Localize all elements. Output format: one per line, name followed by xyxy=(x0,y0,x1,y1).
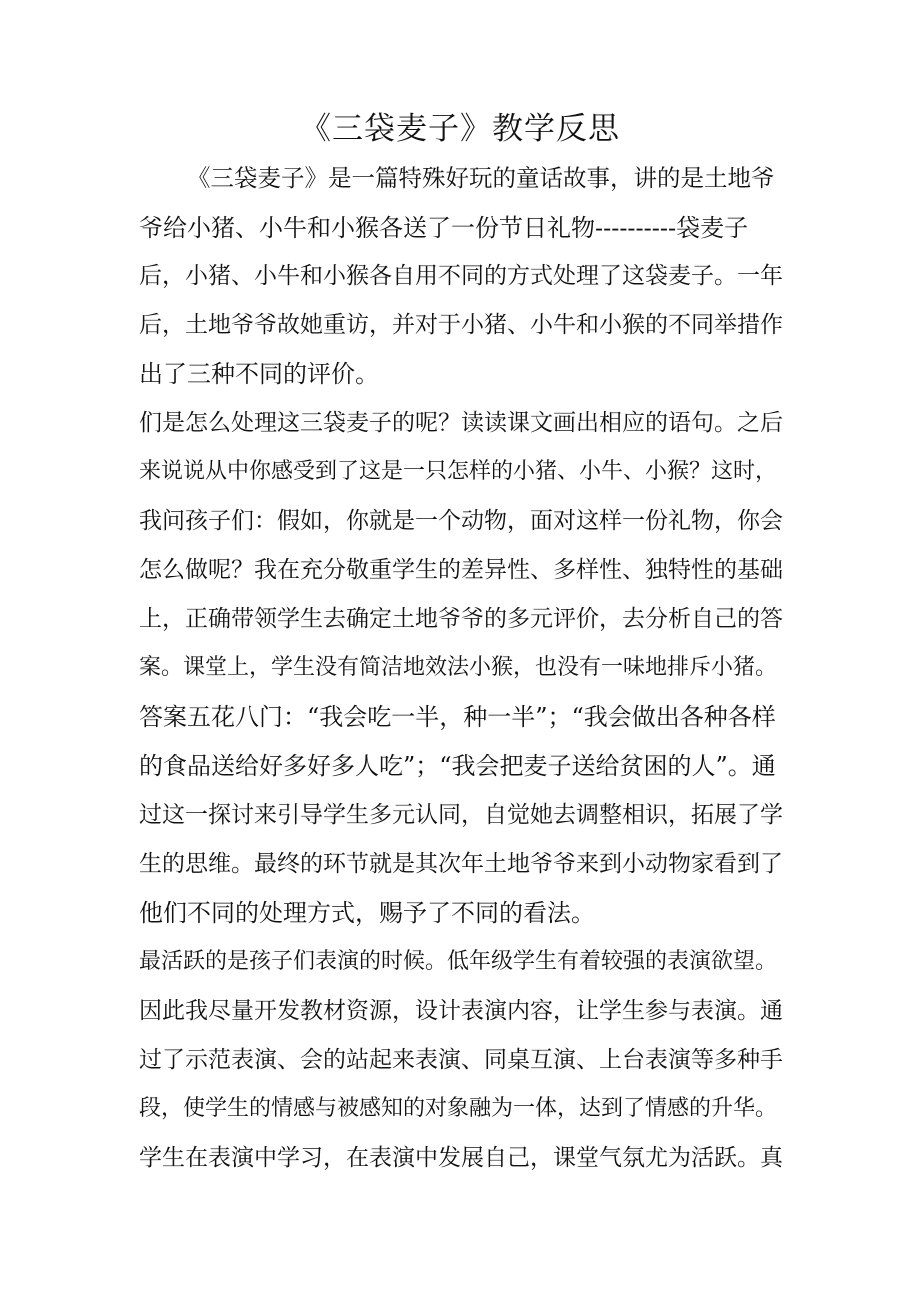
paragraph-line: 后，土地爷爷故她重访，并对于小猪、小牛和小猴的不同举措作 xyxy=(139,312,783,338)
paragraph-line: 最活跃的是孩子们表演的时候。低年级学生有着较强的表演欲望。 xyxy=(139,949,778,974)
paragraph-line: 怎么做呢？我在充分敬重学生的差异性、多样性、独特性的基础 xyxy=(139,557,783,583)
paragraph-line: 生的思维。最终的环节就是其次年土地爷爷来到小动物家看到了 xyxy=(139,851,783,877)
paragraph-line: 他们不同的处理方式，赐予了不同的看法。 xyxy=(139,899,595,927)
document-title: 《三袋麦子》教学反思 xyxy=(300,111,620,147)
paragraph-line: 因此我尽量开发教材资源，设计表演内容，让学生参与表演。通 xyxy=(139,998,783,1024)
paragraph-line: 上，正确带领学生去确定土地爷爷的多元评价，去分析自己的答 xyxy=(139,606,783,632)
paragraph-line: 们是怎么处理这三袋麦子的呢？读读课文画出相应的语句。之后 xyxy=(139,410,783,436)
paragraph-line: 学生在表演中学习，在表演中发展自己，课堂气氛尤为活跃。真 xyxy=(139,1145,783,1171)
paragraph-line: 答案五花八门：“我会吃一半，种一半”；“我会做出各种各样 xyxy=(139,703,776,731)
paragraph-line: 段，使学生的情感与被感知的对象融为一体，达到了情感的升华。 xyxy=(139,1096,778,1121)
paragraph-line: 我问孩子们：假如，你就是一个动物，面对这样一份礼物，你会 xyxy=(139,508,783,534)
paragraph-line: 过这一探讨来引导学生多元认同，自觉她去调整相识，拓展了学 xyxy=(139,802,783,828)
paragraph-line: 案。课堂上，学生没有简洁地效法小猴，也没有一味地排斥小猪。 xyxy=(139,655,778,680)
paragraph-line: 爷给小猪、小牛和小猴各送了一份节日礼物----------袋麦子 xyxy=(139,214,749,242)
paragraph-line: 的食品送给好多好多人吃”；“我会把麦子送给贫困的人”。通 xyxy=(139,752,776,780)
paragraph-line: 出了三种不同的评价。 xyxy=(139,360,379,388)
paragraph-line: 《三袋麦子》是一篇特殊好玩的童话故事，讲的是土地爷 xyxy=(187,164,775,192)
paragraph-line: 来说说从中你感受到了这是一只怎样的小猪、小牛、小猴？这时， xyxy=(139,459,778,484)
paragraph-line: 后，小猪、小牛和小猴各自用不同的方式处理了这袋麦子。一年 xyxy=(139,263,783,289)
paragraph-line: 过了示范表演、会的站起来表演、同桌互演、上台表演等多种手 xyxy=(139,1047,783,1073)
